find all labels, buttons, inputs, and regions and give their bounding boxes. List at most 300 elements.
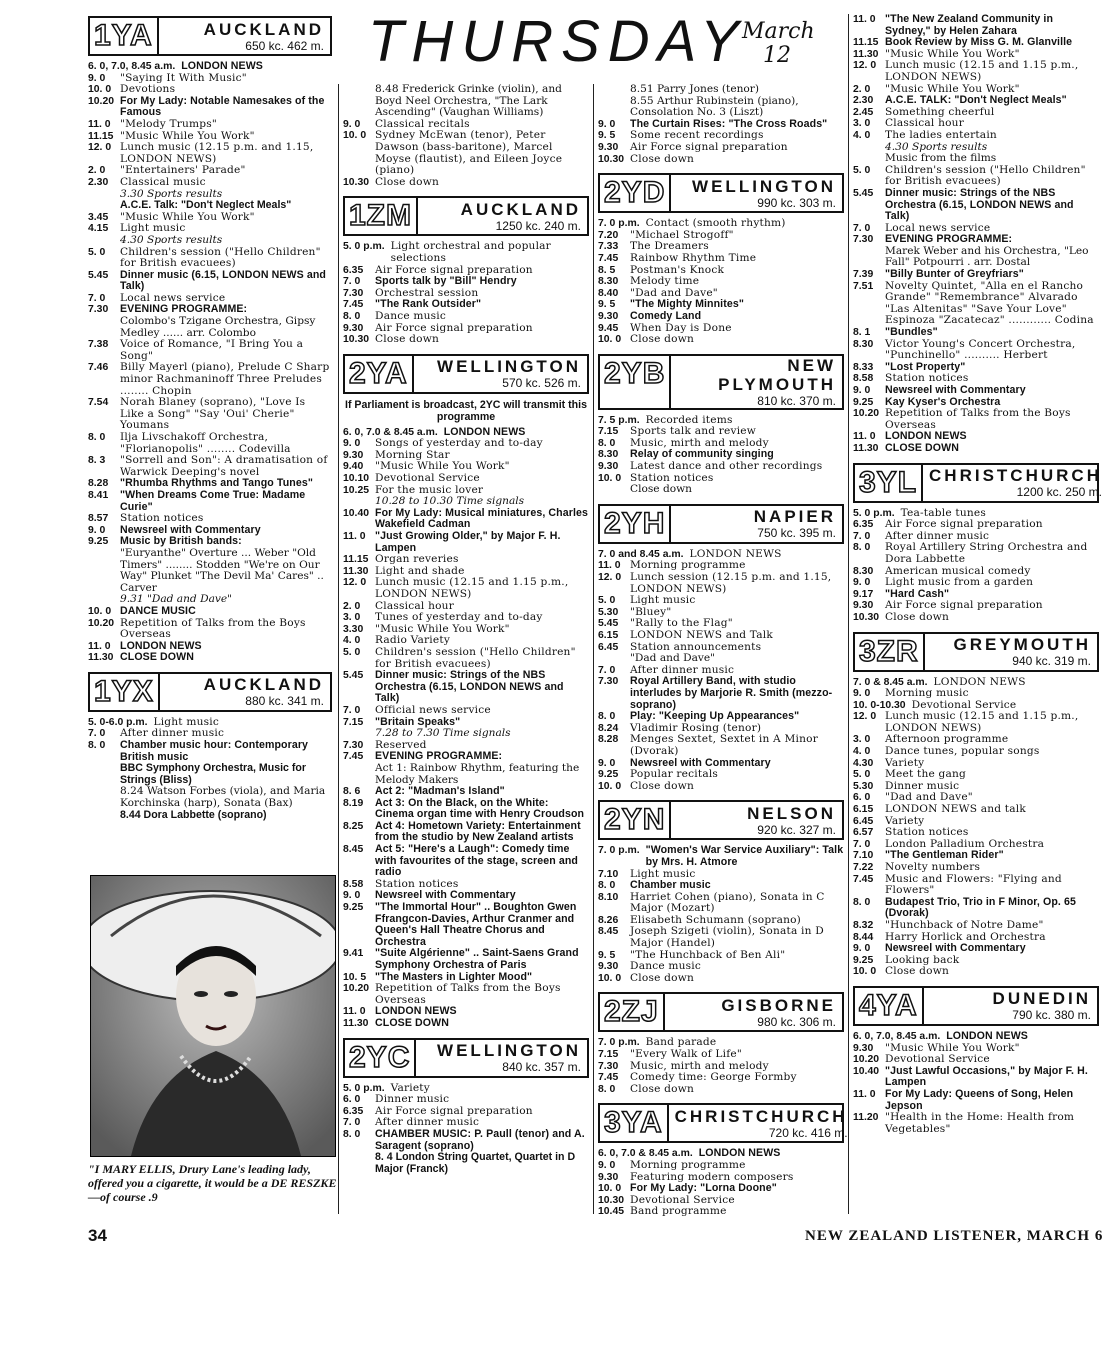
programme-time: 12. 0 <box>343 577 367 589</box>
programme-time: 8. 1 <box>853 327 871 339</box>
programme-entry <box>343 670 589 705</box>
programme-entry <box>343 1129 589 1152</box>
programme-continuation: 4.30 Sports results <box>885 140 988 153</box>
programme-title: Lunch music (12.15 p.m. and 1.15, LONDON NEWS) <box>120 141 314 165</box>
programme-title: Act 5: "Here's a Laugh": Comedy time with favourites of the stage, screen and radio <box>375 843 578 879</box>
programme-time: 10.45 <box>598 1206 625 1218</box>
station-frequency: 990 kc. 303 m. <box>757 195 836 210</box>
programme-title: Norah Blaney (soprano), "Love Is Like a Song" "Say 'Oui' Cherie" Youmans <box>120 396 306 432</box>
station-logo: 2ZJ <box>600 994 665 1030</box>
programme-title: Sports talk and review <box>630 425 757 438</box>
programme-time: 5. 0-6.0 p.m. <box>88 716 148 728</box>
programme-title: London Palladium Orchestra <box>885 837 1045 850</box>
programme-title: After dinner music <box>375 1116 480 1129</box>
programme-entry <box>853 1031 1099 1043</box>
programme-entry <box>343 1094 589 1106</box>
station-city: NEW PLYMOUTH <box>718 355 836 394</box>
programme-time: 8. 0 <box>343 310 361 322</box>
programme-time: 7. 0 <box>853 530 871 542</box>
programme-title: Music, mirth and melody <box>630 436 769 449</box>
programme-title: Classical hour <box>885 117 964 130</box>
programme-title: After dinner music <box>630 663 735 676</box>
programme-title: Station notices <box>885 372 969 385</box>
programme-entry <box>88 177 332 189</box>
programme-time: 8. 0 <box>343 1128 361 1140</box>
programme-time: 8.45 <box>598 926 619 938</box>
programme-time: 9.25 <box>88 536 109 548</box>
programme-title: After dinner music <box>120 727 225 740</box>
station-info <box>669 1105 854 1141</box>
programme-title: CLOSE DOWN <box>885 441 959 454</box>
station-info <box>924 988 1097 1024</box>
programme-entry <box>853 130 1099 142</box>
programme-entry <box>598 676 844 711</box>
programme-entry <box>853 612 1099 624</box>
programme-time: 11. 0 <box>343 1006 366 1018</box>
programme-title: For My Lady: Notable Namesakes of the Famous <box>120 94 325 119</box>
programme-time: 9.30 <box>598 961 619 973</box>
column-2 <box>343 84 589 1181</box>
programme-entry <box>598 769 844 781</box>
programme-entry <box>343 473 589 485</box>
station-info <box>159 18 330 54</box>
programme-time: 11.30 <box>88 652 114 664</box>
programme-time: 7.46 <box>88 362 109 374</box>
programme-time: 8.30 <box>853 565 874 577</box>
programme-time: 8.28 <box>88 478 109 490</box>
programme-entry <box>598 276 844 288</box>
station-logo: 1YX <box>90 674 160 710</box>
programme-time: 5. 0 p.m. <box>853 507 895 519</box>
programme-time: 8. 3 <box>88 455 106 467</box>
programme-entry <box>853 443 1099 455</box>
station-header <box>343 1038 589 1078</box>
programme-title: Station notices <box>375 877 459 890</box>
programme-time: 2.30 <box>88 176 109 188</box>
programme-title: Close down <box>375 333 439 346</box>
programme-entry <box>343 241 589 264</box>
programme-time: 7.45 <box>343 751 364 763</box>
station-header <box>853 986 1099 1026</box>
programme-time: 5.30 <box>598 606 619 618</box>
station-frequency: 570 kc. 526 m. <box>502 376 581 391</box>
programme-title: CLOSE DOWN <box>375 1016 449 1029</box>
programme-time: 7.51 <box>853 280 874 292</box>
programme-time: 6.15 <box>598 630 619 641</box>
programme-title: CLOSE DOWN <box>120 651 194 664</box>
programme-time: 6.35 <box>343 264 364 276</box>
programme-title: Royal Artillery String Orchestra and Dora Labbette <box>885 541 1088 565</box>
programme-title: Book Review by Miss G. M. Glanville <box>885 36 1073 49</box>
programme-time: 10.40 <box>853 1065 880 1077</box>
programme-time: 10.30 <box>343 334 370 346</box>
programme-entry <box>598 973 844 985</box>
programme-title: "Music While You Work" <box>120 129 255 142</box>
programme-title: Close down <box>885 965 949 978</box>
programme-title: Comedy Land <box>630 309 702 322</box>
programme-time: 4.15 <box>88 223 109 235</box>
programme-time: 8.26 <box>598 914 619 926</box>
programme-title: Children's session ("Hello Children" for British evacuees) <box>120 245 321 270</box>
day-heading: THURSDAY <box>368 9 747 74</box>
column-3 <box>598 83 848 1224</box>
station-logo: 1YA <box>90 18 159 54</box>
programme-title: Dinner music (6.15, LONDON NEWS and Talk) <box>120 268 326 293</box>
programme-entry <box>853 804 1099 816</box>
programme-time: 8. 0 <box>598 1083 616 1095</box>
programme-title: "Music While You Work" <box>885 47 1020 60</box>
programme-title: Kay Kyser's Orchestra <box>885 395 1001 408</box>
programme-entry <box>88 397 332 432</box>
programme-entry <box>598 461 844 473</box>
programme-title: "The Masters in Lighter Mood" <box>375 970 533 983</box>
programme-time: 11.15 <box>343 554 369 566</box>
programme-time: 10.20 <box>343 983 370 995</box>
programme-time: 12. 0 <box>88 142 112 154</box>
programme-time: 9. 0 <box>88 72 106 84</box>
programme-time: 7. 5 p.m. <box>598 414 640 426</box>
programme-time: 7. 0 p.m. <box>598 218 640 230</box>
programme-entry <box>343 844 589 879</box>
programme-time: 9. 0 <box>853 577 871 589</box>
programme-title: For the music lover <box>375 483 484 496</box>
programme-entry <box>853 281 1099 327</box>
programme-time: 5.30 <box>853 780 874 792</box>
programme-entry <box>88 96 332 119</box>
programme-time: 11.15 <box>88 130 114 142</box>
programme-title: Devotional Service <box>630 1193 735 1206</box>
programme-title: Station announcements <box>630 640 762 653</box>
programme-entry <box>853 95 1099 107</box>
programme-title: Close down <box>885 610 949 623</box>
programme-title: "Rally to the Flag" <box>630 617 733 630</box>
programme-time: 11. 0 <box>598 560 621 572</box>
station-logo: 3YA <box>600 1105 669 1141</box>
programme-time: 2. 0 <box>88 165 106 177</box>
programme-time: 9. 0 <box>598 1160 616 1171</box>
programme-title: Variety <box>885 756 925 769</box>
programme-title: Victor Young's Concert Orchestra, "Punchinello" .......... Herbert <box>885 337 1076 362</box>
programme-time: 7.15 <box>598 426 619 438</box>
programme-title: When Day is Done <box>630 321 732 334</box>
programme-entry <box>853 519 1099 531</box>
programme-title: Newsreel with Commentary <box>120 523 261 536</box>
programme-title: Children's session ("Hello Children" for British evacuees) <box>885 163 1086 188</box>
programme-title: Recorded items <box>645 413 733 426</box>
station-logo: 4YA <box>855 988 924 1024</box>
programme-time: 7. 0 <box>343 704 361 716</box>
programme-title: Act 3: On the Black, on the White: Cinema organ time with Henry Croudson <box>375 796 585 821</box>
programme-entry <box>598 845 844 868</box>
programme-time: 5. 0 <box>88 246 106 258</box>
programme-continuation: Close down <box>630 483 692 496</box>
programme-time: 5.45 <box>853 187 874 199</box>
programme-entry <box>853 542 1099 565</box>
station-spacer <box>88 821 332 827</box>
programme-entry <box>88 432 332 455</box>
programme-time: 8.58 <box>343 878 364 890</box>
programme-entry <box>88 490 332 513</box>
programme-entry <box>343 647 589 670</box>
programme-time: 11. 0 <box>853 431 876 443</box>
programme-time: 5. 0 <box>853 164 871 176</box>
programme-title: "Music While You Work" <box>375 622 510 635</box>
programme-time: 5.45 <box>598 618 619 630</box>
station-frequency: 920 kc. 327 m. <box>757 822 836 837</box>
programme-time: 10. 0 <box>598 780 622 792</box>
station-header <box>853 463 1102 503</box>
programme-continuation: BBC Symphony Orchestra, Music for Strings (Bliss) <box>120 762 307 786</box>
programme-title: Latest dance and other recordings <box>630 460 823 473</box>
programme-title: Devotional Service <box>885 1053 990 1066</box>
programme-time: 8.19 <box>343 797 364 809</box>
programme-title: Close down <box>630 152 694 165</box>
programme-time: 7. 0 & 8.45 a.m. <box>853 676 928 688</box>
programme-title: "Suite Algérienne" .. Saint-Saens Grand Symphony Orchestra of Paris <box>375 947 579 971</box>
programme-title: EVENING PROGRAMME: <box>885 233 1013 246</box>
programme-time: 7.45 <box>598 1072 619 1084</box>
programme-title: Budapest Trio, Trio in F Minor, Op. 65 (Dvorak) <box>885 895 1076 920</box>
programme-time: 7.15 <box>343 716 364 728</box>
programme-title: Elisabeth Schumann (soprano) <box>630 913 802 926</box>
programme-title: Dinner music: Strings of the NBS Orchestra (6.15, LONDON NEWS and Talk) <box>375 669 564 705</box>
programme-continuation: 9.31 "Dad and Dave" <box>120 593 233 606</box>
programme-title: "Music While You Work" <box>885 82 1020 95</box>
programme-time: 8. 0 <box>598 437 616 449</box>
station-spacer <box>853 978 1099 984</box>
column-1 <box>88 14 332 827</box>
programme-time: 8.41 <box>88 489 109 501</box>
programme-title: "Bluey" <box>630 605 672 618</box>
programme-title: "The Rank Outsider" <box>375 298 482 311</box>
station-city: AUCKLAND <box>460 199 581 219</box>
programme-entry <box>598 734 844 757</box>
programme-time: 2. 0 <box>853 83 871 95</box>
programme-title: "The New Zealand Community in Sydney," by Helen Zahara <box>885 13 1054 37</box>
station-city: GREYMOUTH <box>953 635 1091 654</box>
programme-title: "Michael Strogoff" <box>630 228 734 241</box>
programme-title: Dance tunes, popular songs <box>885 745 1040 758</box>
station-spacer <box>853 455 1099 461</box>
programme-title: Act 2: "Madman's Island" <box>375 785 505 798</box>
station-logo: 3YL <box>855 465 923 501</box>
station-spacer <box>343 188 589 194</box>
programme-entry <box>343 577 589 600</box>
programme-time: 7.30 <box>343 739 364 751</box>
programme-time: 10.40 <box>343 507 370 519</box>
programme-time: 9.30 <box>598 1171 619 1183</box>
publication-footer: NEW ZEALAND LISTENER, MARCH 6 <box>805 1228 1104 1244</box>
programme-time: 5. 0 <box>598 595 616 607</box>
programme-time: 10.30 <box>598 153 625 165</box>
programme-title: CHAMBER MUSIC: P. Paull (tenor) and A. Saragent (soprano) <box>375 1127 585 1152</box>
programme-time: 10.25 <box>343 484 370 496</box>
programme-title: Local news service <box>885 221 991 234</box>
programme-title: Light orchestral and popular selections <box>390 240 551 264</box>
programme-title: Light music <box>630 867 696 880</box>
programme-time: 10.20 <box>853 1054 880 1066</box>
programme-title: Afternoon programme <box>885 733 1009 746</box>
programme-time: 2. 0 <box>343 600 361 612</box>
programme-entry <box>853 327 1099 339</box>
programme-entry <box>853 688 1099 700</box>
programme-time: 8.45 <box>343 844 364 856</box>
station-header <box>343 196 589 236</box>
programme-entry <box>853 339 1099 362</box>
programme-title: Air Force signal preparation <box>885 518 1043 531</box>
programme-title: LONDON NEWS <box>120 639 202 652</box>
programme-time: 9.30 <box>853 1042 874 1054</box>
station-frequency: 750 kc. 395 m. <box>757 526 836 541</box>
programme-entry <box>598 781 844 793</box>
station-city: AUCKLAND <box>203 675 324 695</box>
programme-title: LONDON NEWS and talk <box>885 803 1026 816</box>
programme-entry <box>598 880 844 892</box>
programme-title: "Health in the Home: Health from Vegetables" <box>885 1111 1075 1135</box>
programme-title: Menges Sextet, Sextet in A Minor (Dvorak) <box>630 733 818 757</box>
station-spacer <box>598 1095 844 1101</box>
station-spacer <box>598 346 844 352</box>
programme-entry <box>598 1160 844 1172</box>
station-info <box>925 634 1097 670</box>
programme-title: Light music <box>153 715 219 728</box>
column-4 <box>853 13 1102 1141</box>
programme-time: 9. 5 <box>598 130 616 142</box>
station-frequency: 880 kc. 341 m. <box>245 694 324 709</box>
station-spacer <box>598 792 844 798</box>
programme-continuation: 8.48 Frederick Grinke (violin), and Boyd Neel Orchestra, "The Lark Ascending" (Vaughan Williams) <box>375 83 562 119</box>
programme-time: 10.20 <box>88 95 115 107</box>
station-logo: 2YH <box>600 506 671 542</box>
programme-entry <box>598 926 844 949</box>
programme-time: 11. 0 <box>853 14 876 25</box>
programme-entry <box>598 572 844 595</box>
programme-time: 11.30 <box>343 565 369 577</box>
programme-time: 9. 0 <box>343 118 361 130</box>
station-logo: 3ZR <box>855 634 925 670</box>
station-spacer <box>598 1218 844 1224</box>
programme-entry <box>88 513 332 525</box>
programme-entry <box>598 1084 844 1096</box>
programme-entry <box>853 14 1099 37</box>
programme-time: 7.20 <box>598 229 619 241</box>
programme-time: 2.45 <box>853 106 874 118</box>
programme-entry <box>343 177 589 189</box>
programme-title: Lunch music (12.15 and 1.15 p.m., LONDON NEWS) <box>885 710 1079 734</box>
programme-title: Close down <box>630 779 694 792</box>
programme-title: Close down <box>630 971 694 984</box>
programme-title: Light music <box>120 222 186 235</box>
programme-time: 8. 0 <box>598 880 616 892</box>
programme-entry <box>853 1089 1099 1112</box>
programme-time: 7.54 <box>88 397 109 409</box>
station-city: CHRISTCHURCH <box>929 466 1102 486</box>
programme-time: 9. 0 <box>853 385 871 396</box>
station-header <box>598 992 844 1032</box>
station-spacer <box>598 165 844 171</box>
programme-entry <box>598 1206 844 1218</box>
programme-title: "The Hunchback of Ben Ali" <box>630 948 786 961</box>
programme-title: "Hard Cash" <box>885 587 950 600</box>
programme-title: Something cheerful <box>885 105 995 118</box>
programme-time: 3.45 <box>88 211 109 223</box>
programme-title: Dance music <box>375 309 447 322</box>
programme-entry <box>598 218 844 230</box>
programme-title: Vladimir Rosing (tenor) <box>630 721 762 734</box>
programme-time: 9.17 <box>853 588 874 600</box>
station-frequency: 720 kc. 416 m. <box>768 1125 848 1140</box>
programme-time: 9.30 <box>853 600 874 612</box>
programme-entry <box>88 270 332 293</box>
station-city: NAPIER <box>753 507 836 527</box>
programme-title: "Just Lawful Occasions," by Major F. H. Lampen <box>885 1064 1088 1089</box>
programme-title: Postman's Knock <box>630 263 725 276</box>
programme-time: 10. 0 <box>598 472 622 484</box>
programme-time: 7. 0 <box>88 292 106 304</box>
programme-time: 9.25 <box>853 954 874 966</box>
station-spacer <box>598 496 844 502</box>
programme-time: 8. 0 <box>88 432 106 443</box>
programme-entry <box>853 165 1099 188</box>
programme-time: 9. 5 <box>598 949 616 961</box>
programme-entry <box>88 618 332 641</box>
programme-title: Sydney McEwan (tenor), Peter Dawson (bass-baritone), Marcel Moyse (flautist), and Eileen Joyce (piano) <box>375 129 563 177</box>
programme-entry <box>343 334 589 346</box>
programme-time: 10.20 <box>853 408 880 420</box>
station-header <box>598 800 844 840</box>
programme-entry <box>853 60 1099 83</box>
programme-time: 11. 0 <box>88 640 111 652</box>
programme-title: The Dreamers <box>630 240 709 253</box>
station-frequency: 650 kc. 462 m. <box>245 38 324 53</box>
programme-title: EVENING PROGRAMME: <box>120 303 248 316</box>
station-city: WELLINGTON <box>437 1041 581 1061</box>
programme-title: Royal Artillery Band, with studio interludes by Marjorie R. Smith (mezzo-soprano) <box>630 675 833 711</box>
programme-continuation: 8.55 Arthur Rubinstein (piano), Consolation No. 3 (Liszt) <box>630 94 799 119</box>
programme-time: 8.25 <box>343 820 364 832</box>
station-logo: 2YN <box>600 802 671 838</box>
programme-time: 8. 6 <box>343 786 361 798</box>
programme-title: Devotions <box>120 83 176 96</box>
programme-time: 12. 0 <box>598 572 622 584</box>
station-frequency: 1250 kc. 240 m. <box>495 218 581 233</box>
programme-time: 3. 0 <box>853 734 871 746</box>
programme-time: 10. 0 <box>598 972 622 984</box>
programme-time: 9.40 <box>343 461 364 473</box>
programme-title: Tea-table tunes <box>900 506 986 519</box>
programme-entry <box>853 385 1099 397</box>
programme-title: Newsreel with Commentary <box>885 384 1026 396</box>
programme-time: 11.15 <box>853 37 879 49</box>
programme-time: 9.30 <box>598 141 619 153</box>
programme-continuation: 7.28 to 7.30 Time signals <box>375 727 511 740</box>
station-spacer <box>598 984 844 990</box>
programme-entry <box>598 711 844 723</box>
programme-title: Official news service <box>375 703 491 716</box>
programme-entry <box>343 311 589 323</box>
programme-time: 8.57 <box>88 513 109 525</box>
station-city: NELSON <box>747 803 836 823</box>
station-header <box>598 354 844 410</box>
programme-time: 10.10 <box>343 473 370 485</box>
programme-entry <box>343 821 589 844</box>
programme-entry <box>853 1066 1099 1089</box>
programme-entry <box>343 983 589 1006</box>
programme-title: Play: "Keeping Up Appearances" <box>630 710 800 723</box>
programme-title: Morning programme <box>630 1159 746 1171</box>
programme-title: Contact (smooth rhythm) <box>645 217 786 230</box>
programme-title: Music and Flowers: "Flying and Flowers" <box>885 872 1062 897</box>
